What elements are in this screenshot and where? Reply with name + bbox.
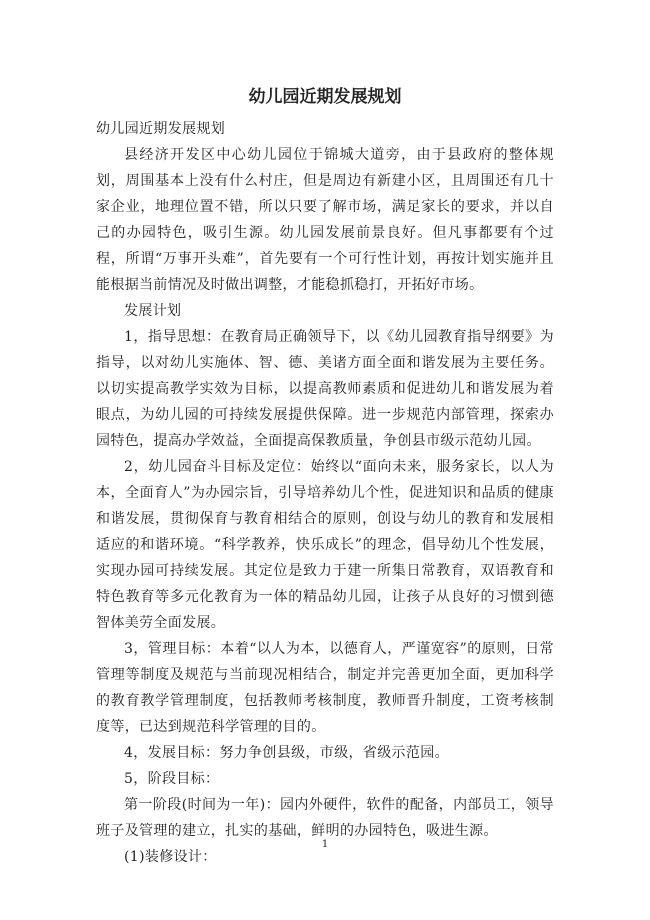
- paragraph-management-goals: 3，管理目标：本着“以人为本，以德育人，严谨宽容”的原则，日常管理等制度及规范与当前现况相结合，制定并完善更加全面，更加科学的教育教学管理制度，包括教师考核制度，教师晋升制度，工资考核制度等，已达到规范科学管理的目的。: [96, 641, 554, 735]
- paragraph-goals-positioning: 2，幼儿园奋斗目标及定位：始终以“面向未来，服务家长，以人为本，全面育人”为办园宗旨，引导培养幼儿个性，促进知识和品质的健康和谐发展，贯彻保育与教育相结合的原则，创设与幼儿的教育和发展相适应的和谐环境。“科学教养，快乐成长”的理念，倡导幼儿个性发展，实现办园可持续发展。其定位是致力于建一所集日常教育，双语教育和特色教育等多元化教育为一体的精品幼儿园，让孩子从良好的习惯到德智体美劳全面发展。: [96, 459, 554, 631]
- paragraph-development-goals: 4，发展目标：努力争创县级，市级，省级示范园。: [124, 745, 449, 761]
- paragraph-decoration-design: (1)装修设计：: [124, 849, 217, 865]
- paragraph-stage-goals: 5，阶段目标：: [124, 771, 220, 787]
- page-number: 1: [321, 839, 329, 850]
- section-heading-plan: 发展计划: [124, 303, 182, 319]
- document-subtitle: 幼儿园近期发展规划: [96, 121, 226, 137]
- paragraph-guiding-ideology: 1，指导思想：在教育局正确领导下，以《幼儿园教育指导纲要》为指导，以对幼儿实施体、智、德、美诸方面全面和谐发展为主要任务。以切实提高教学实效为目标，以提高教师素质和促进幼儿和谐发展为着眼点，为幼儿园的可持续发展提供保障。进一步规范内部管理，探索办园特色，提高办学效益，全面提高保教质量，争创县市级示范幼儿园。: [96, 329, 554, 449]
- paragraph-intro: 县经济开发区中心幼儿园位于锦城大道旁，由于县政府的整体规划，周围基本上没有什么村庄，但是周边有新建小区，且周围还有几十家企业，地理位置不错，所以只要了解市场，满足家长的要求，并以自己的办园特色，吸引生源。幼儿园发展前景良好。但凡事都要有个过程，所谓“万事开头难”，首先要有一个可行性计划，再按计划实施并且能根据当前情况及时做出调整，才能稳抓稳打，开拓好市场。: [96, 147, 554, 293]
- document-body: [96, 116, 554, 870]
- document-title: 幼儿园近期发展规划: [248, 87, 402, 107]
- paragraph-stage-one: 第一阶段(时间为一年)：园内外硬件，软件的配备，内部员工，领导班子及管理的建立，扎实的基础，鲜明的办园特色，吸进生源。: [96, 797, 554, 839]
